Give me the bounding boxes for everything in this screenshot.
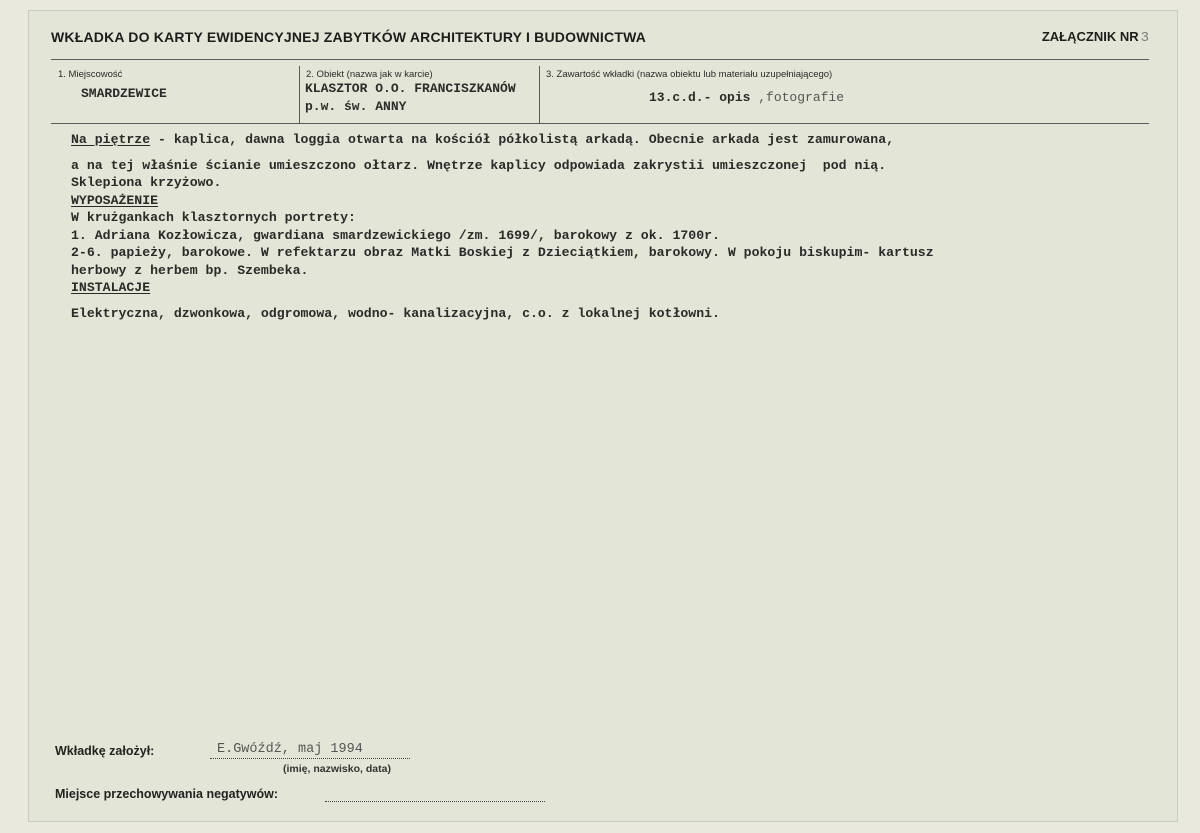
negatives-dotted-line (325, 801, 545, 802)
negatives-label: Miejsce przechowywania negatywów: (55, 787, 278, 801)
founder-value: E.Gwóźdź, maj 1994 (217, 742, 363, 757)
card-footer (55, 731, 1157, 811)
attachment-label (1042, 29, 1149, 46)
card-title: WKŁADKA DO KARTY EWIDENCYJNEJ ZABYTKÓW ARCHITEKTURY I BUDOWNICTWA (51, 29, 647, 45)
founder-label: Wkładkę założył: (55, 744, 155, 758)
installations-line: Elektryczna, dzwonkowa, odgromowa, wodno- kanalizacyjna, c.o. z lokalnej kotłowni. (71, 305, 720, 321)
locality-field (51, 66, 300, 123)
equipment-heading-text: WYPOSAŻENIE (71, 192, 159, 208)
object-field (299, 66, 540, 123)
installations-heading (71, 279, 1157, 297)
card-header (51, 29, 1149, 60)
contents-value-main: 13.c.d.- opis (649, 90, 751, 105)
contents-value-extra: ,fotografie (750, 90, 845, 105)
equipment-line: 2-6. papieży, barokowe. W refektarzu obraz Matki Boskiej z Dzieciątkiem, barokowy. W pokoju biskupim- kartusz (71, 245, 934, 260)
contents-field (539, 66, 1149, 123)
description-body (71, 131, 1157, 322)
floor-heading: Na piętrze (71, 132, 151, 147)
description-line: Sklepiona krzyżowo. (71, 175, 222, 190)
founder-caption: (imię, nazwisko, data) (283, 763, 391, 775)
founder-dotted-line (210, 758, 410, 759)
attachment-label-text: ZAŁĄCZNIK NR (1041, 29, 1139, 44)
locality-label: 1. Miejscowość (58, 69, 123, 80)
object-label: 2. Obiekt (nazwa jak w karcie) (306, 69, 433, 80)
installations-heading-text: INSTALACJE (71, 280, 151, 295)
locality-value: SMARDZEWICE (81, 86, 167, 101)
description-line: a na tej właśnie ścianie umieszczono ołtarz. Wnętrze kaplicy odpowiada zakrystii umieszczonej pod nią. (71, 157, 887, 173)
description-text: - kaplica, dawna loggia otwarta na kościół półkolistą arkadą. Obecnie arkada jest zamurowana, (150, 132, 895, 147)
attachment-number: 3 (1140, 30, 1149, 46)
object-value-line2: p.w. św. ANNY (305, 99, 407, 114)
equipment-line: W krużgankach klasztornych portrety: (71, 210, 356, 225)
object-value-line1: KLASZTOR O.O. FRANCISZKANÓW (305, 81, 516, 96)
contents-value (649, 90, 844, 105)
fields-row (51, 66, 1149, 124)
equipment-heading (71, 192, 1157, 210)
description-line (71, 131, 1157, 149)
contents-label: 3. Zawartość wkładki (nazwa obiektu lub materiału uzupełniającego) (546, 69, 833, 80)
record-card (28, 10, 1178, 822)
equipment-line: herbowy z herbem bp. Szembeka. (71, 262, 309, 278)
equipment-line: 1. Adriana Kozłowicza, gwardiana smardzewickiego /zm. 1699/, barokowy z ok. 1700r. (71, 227, 720, 243)
